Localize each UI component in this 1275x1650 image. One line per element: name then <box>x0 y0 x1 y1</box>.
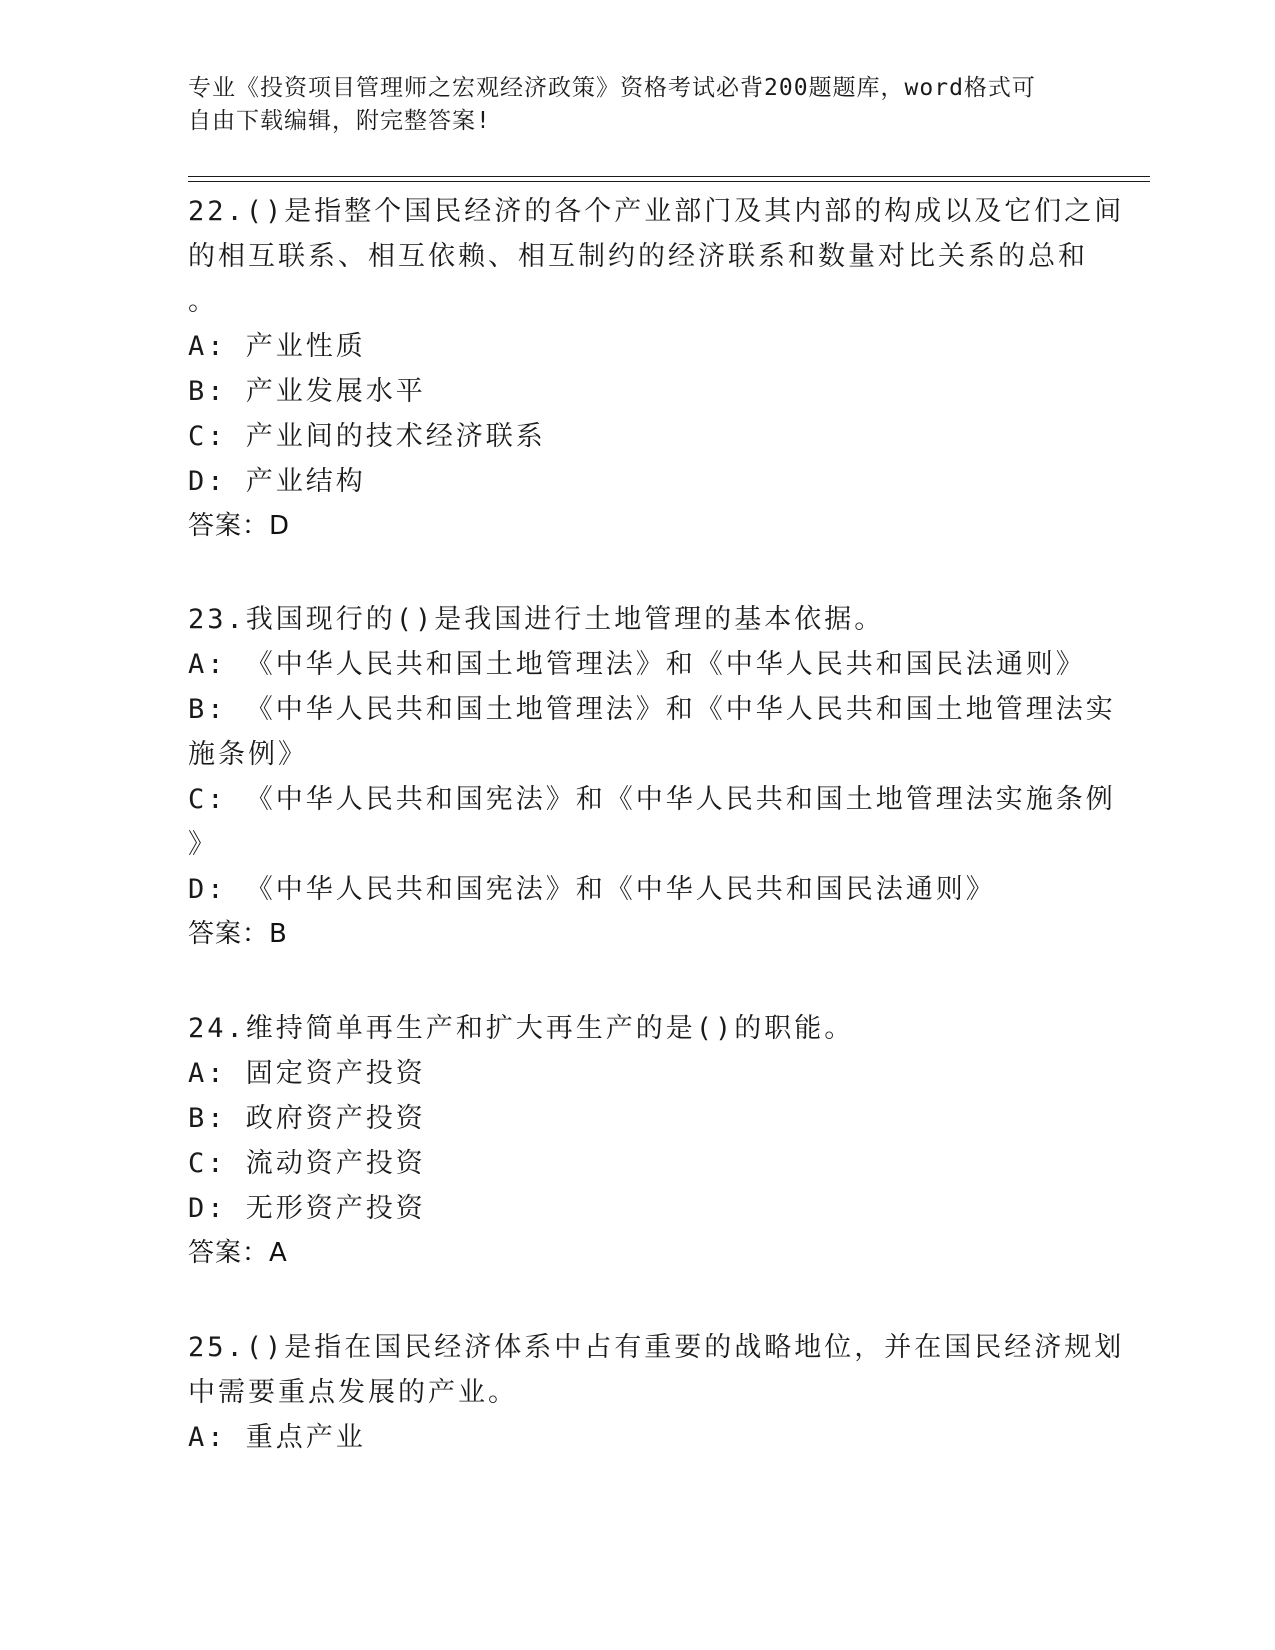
header-divider-bottom <box>188 181 1150 182</box>
question-stem-line: 。 <box>188 286 218 317</box>
question-stem-line: 的相互联系、相互依赖、相互制约的经济联系和数量对比关系的总和 <box>188 241 1088 272</box>
option-c-continuation: 》 <box>188 829 218 860</box>
option-d: D: 无形资产投资 <box>188 1193 426 1224</box>
header-divider-top <box>188 176 1150 177</box>
answer-label: 答案：D <box>188 511 291 541</box>
option-c: C: 流动资产投资 <box>188 1148 426 1179</box>
option-d: D: 《中华人民共和国宪法》和《中华人民共和国民法通则》 <box>188 874 996 905</box>
question-stem-line: 24.维持简单再生产和扩大再生产的是()的职能。 <box>188 1013 855 1044</box>
option-a: A: 固定资产投资 <box>188 1058 426 1089</box>
option-b: B: 产业发展水平 <box>188 376 426 407</box>
question-stem-line: 25.()是指在国民经济体系中占有重要的战略地位，并在国民经济规划 <box>188 1332 1125 1363</box>
option-a: A: 产业性质 <box>188 331 366 362</box>
question-stem-line: 22.()是指整个国民经济的各个产业部门及其内部的构成以及它们之间 <box>188 196 1125 227</box>
option-c: C: 《中华人民共和国宪法》和《中华人民共和国土地管理法实施条例 <box>188 784 1116 815</box>
answer-label: 答案：B <box>188 919 288 949</box>
question-25 <box>188 1325 1125 1460</box>
question-24 <box>188 1006 1078 1276</box>
question-22 <box>188 189 1125 549</box>
document-header <box>188 72 1068 138</box>
question-23 <box>188 597 1116 957</box>
option-d: D: 产业结构 <box>188 466 366 497</box>
option-a: A: 重点产业 <box>188 1422 366 1453</box>
question-stem-line: 23.我国现行的()是我国进行土地管理的基本依据。 <box>188 604 885 635</box>
option-b: B: 政府资产投资 <box>188 1103 426 1134</box>
header-title-line-1: 专业《投资项目管理师之宏观经济政策》资格考试必背200题题库，word格式可 <box>188 75 1036 101</box>
option-b-continuation: 施条例》 <box>188 739 308 770</box>
answer-label: 答案：A <box>188 1238 288 1268</box>
option-b: B: 《中华人民共和国土地管理法》和《中华人民共和国土地管理法实 <box>188 694 1116 725</box>
option-a: A: 《中华人民共和国土地管理法》和《中华人民共和国民法通则》 <box>188 649 1086 680</box>
header-title-line-2: 自由下载编辑，附完整答案! <box>188 108 491 134</box>
option-c: C: 产业间的技术经济联系 <box>188 421 546 452</box>
question-stem-line: 中需要重点发展的产业。 <box>188 1377 518 1408</box>
